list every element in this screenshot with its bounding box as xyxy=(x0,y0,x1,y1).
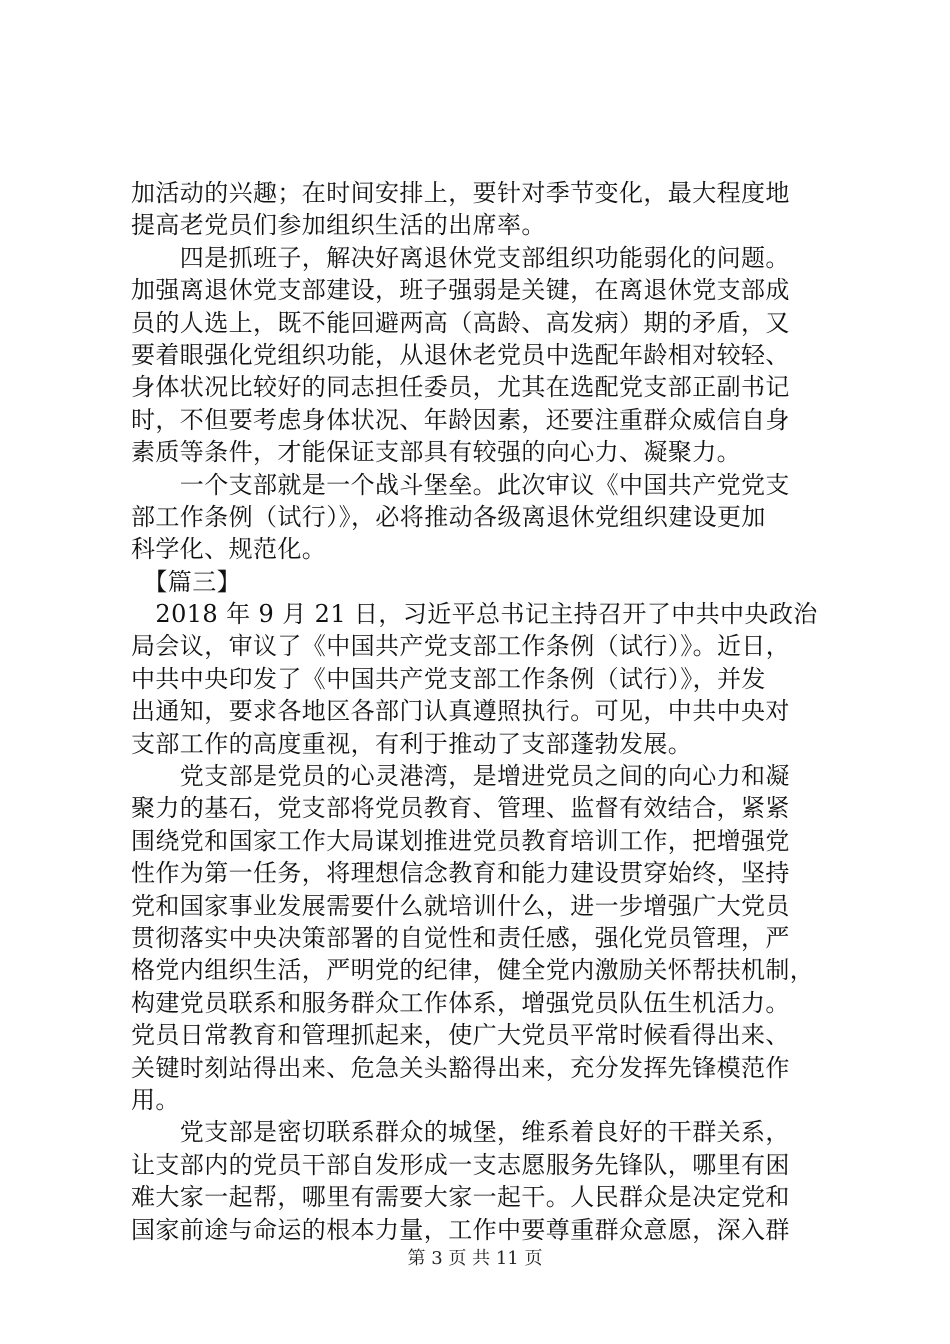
text-line: 贯彻落实中央决策部署的自觉性和责任感，强化党员管理，严 xyxy=(131,923,790,952)
page-number-footer: 第 3 页 共 11 页 xyxy=(407,1248,543,1269)
text-line: 关键时刻站得出来、危急关头豁得出来，充分发挥先锋模范作 xyxy=(131,1053,790,1082)
text-line: 国家前途与命运的根本力量，工作中要尊重群众意愿，深入群 xyxy=(131,1215,790,1244)
text-line: 员的人选上，既不能回避两高（高龄、高发病）期的矛盾，又 xyxy=(131,308,790,337)
text-line: 出通知，要求各地区各部门认真遵照执行。可见，中共中央对 xyxy=(131,697,790,726)
text-line: 性作为第一任务，将理想信念教育和能力建设贯穿始终，坚持 xyxy=(131,859,790,888)
text-line: 加强离退休党支部建设，班子强弱是关键，在离退休党支部成 xyxy=(131,276,790,305)
text-line: 党员日常教育和管理抓起来，使广大党员平常时候看得出来、 xyxy=(131,1021,790,1050)
text-line: 一个支部就是一个战斗堡垒。此次审议《中国共产党党支 xyxy=(131,470,790,499)
text-line: 支部工作的高度重视，有利于推动了支部蓬勃发展。 xyxy=(131,729,693,758)
text-line: 党和国家事业发展需要什么就培训什么，进一步增强广大党员 xyxy=(131,891,790,920)
text-line: 格党内组织生活，严明党的纪律，健全党内激励关怀帮扶机制， xyxy=(131,956,815,985)
document-body xyxy=(131,177,831,1246)
text-line: 提高老党员们参加组织生活的出席率。 xyxy=(131,211,546,240)
text-line: 让支部内的党员干部自发形成一支志愿服务先锋队，哪里有困 xyxy=(131,1150,790,1179)
text-line: 四是抓班子，解决好离退休党支部组织功能弱化的问题。 xyxy=(131,243,790,272)
text-line: 2018 年 9 月 21 日，习近平总书记主持召开了中共中央政治 xyxy=(131,600,818,629)
text-line: 难大家一起帮，哪里有需要大家一起干。人民群众是决定党和 xyxy=(131,1183,790,1212)
text-line: 聚力的基石，党支部将党员教育、管理、监督有效结合，紧紧 xyxy=(131,794,790,823)
text-line: 中共中央印发了《中国共产党支部工作条例（试行）》，并发 xyxy=(131,664,766,693)
text-line: 身体状况比较好的同志担任委员，尤其在选配党支部正副书记 xyxy=(131,373,790,402)
text-line: 时，不但要考虑身体状况、年龄因素，还要注重群众威信自身 xyxy=(131,405,790,434)
section-heading: 【篇三】 xyxy=(131,567,241,596)
text-line: 加活动的兴趣；在时间安排上，要针对季节变化，最大程度地 xyxy=(131,179,790,207)
text-line: 局会议，审议了《中国共产党支部工作条例（试行）》。近日， xyxy=(131,632,791,661)
text-line: 科学化、规范化。 xyxy=(131,535,327,564)
text-line: 要着眼强化党组织功能，从退休老党员中选配年龄相对较轻、 xyxy=(131,340,790,369)
text-line: 部工作条例（试行）》，必将推动各级离退休党组织建设更加 xyxy=(131,502,766,531)
text-line: 党支部是党员的心灵港湾，是增进党员之间的向心力和凝 xyxy=(131,762,790,791)
text-line: 用。 xyxy=(131,1085,180,1114)
text-line: 党支部是密切联系群众的城堡，维系着良好的干群关系， xyxy=(131,1118,790,1147)
text-line: 素质等条件，才能保证支部具有较强的向心力、凝聚力。 xyxy=(131,438,741,467)
text-line: 构建党员联系和服务群众工作体系，增强党员队伍生机活力。 xyxy=(131,988,790,1017)
text-line: 围绕党和国家工作大局谋划推进党员教育培训工作，把增强党 xyxy=(131,826,790,855)
